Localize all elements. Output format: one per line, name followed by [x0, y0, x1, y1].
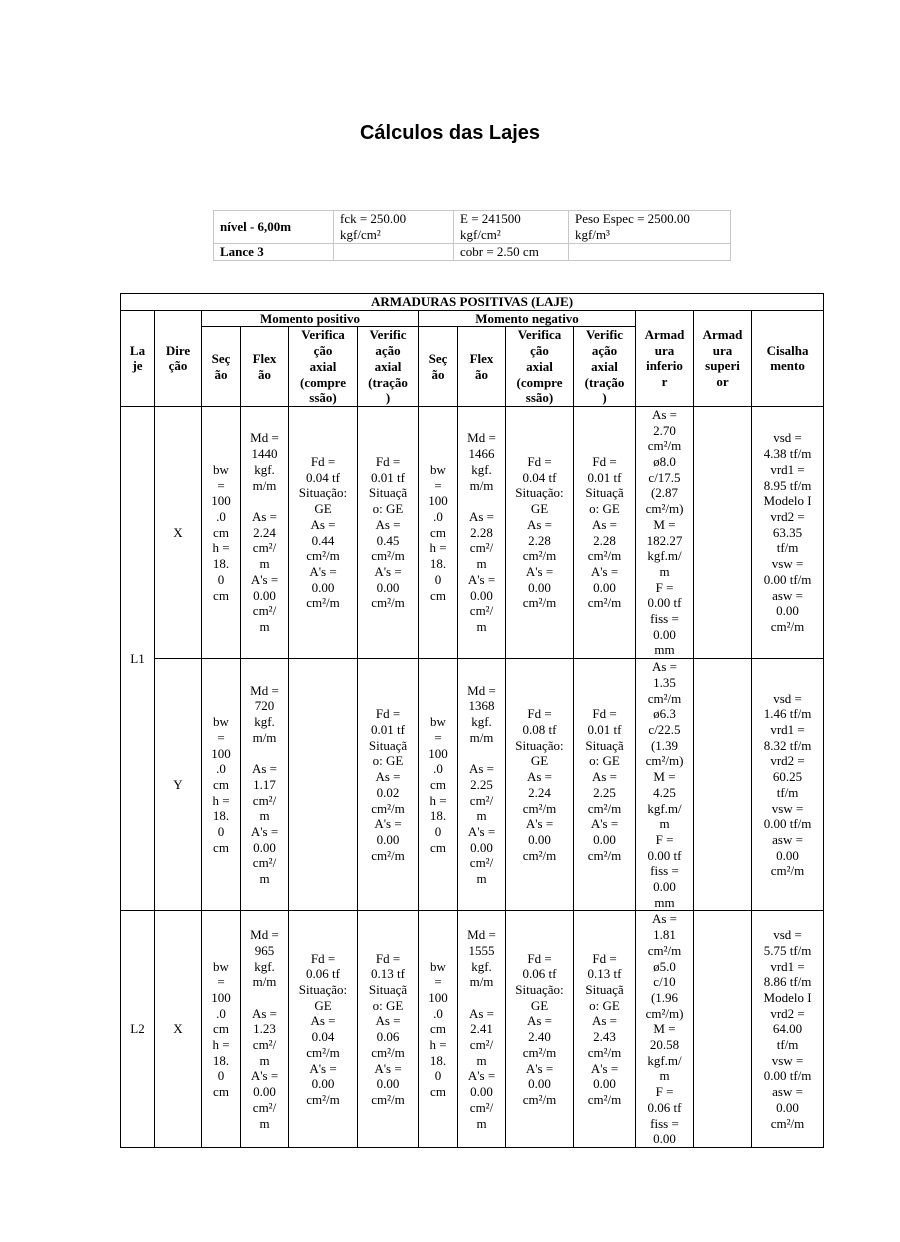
header-negative-moment: Momento negativo	[419, 310, 636, 327]
section-positive: bw = 100 .0 cm h = 18. 0 cm	[202, 911, 241, 1148]
lance-label: Lance 3	[214, 244, 334, 261]
specific-weight-value: Peso Espec = 2500.00 kgf/m³	[569, 211, 731, 244]
slab-id: L2	[121, 911, 155, 1148]
header-section-negative: Seç ão	[419, 327, 458, 407]
axial-compression-negative: Fd = 0.04 tf Situação: GE As = 2.28 cm²/m A's = 0.00 cm²/m	[506, 406, 574, 658]
parameters-table	[213, 210, 731, 261]
flexure-negative: Md = 1555 kgf. m/m As = 2.41 cm²/ m A's = 0.00 cm²/ m	[458, 911, 506, 1148]
flexure-positive: Md = 965 kgf. m/m As = 1.23 cm²/ m A's = 0.00 cm²/ m	[241, 911, 289, 1148]
table-row	[121, 911, 824, 1148]
direction: Y	[155, 659, 202, 911]
header-positive-moment: Momento positivo	[202, 310, 419, 327]
axial-tension-negative: Fd = 0.01 tf Situaçã o: GE As = 2.25 cm²/m A's = 0.00 cm²/m	[574, 659, 636, 911]
empty-cell	[334, 244, 454, 261]
table-title: ARMADURAS POSITIVAS (LAJE)	[121, 294, 824, 311]
axial-compression-positive: Fd = 0.04 tf Situação: GE As = 0.44 cm²/m A's = 0.00 cm²/m	[289, 406, 358, 658]
header-flexure-negative: Flex ão	[458, 327, 506, 407]
empty-cell	[569, 244, 731, 261]
shear: vsd = 4.38 tf/m vrd1 = 8.95 tf/m Modelo I vrd2 = 63.35 tf/m vsw = 0.00 tf/m asw = 0.00 cm²/m	[752, 406, 824, 658]
section-negative: bw = 100 .0 cm h = 18. 0 cm	[419, 911, 458, 1148]
header-laje: La je	[121, 310, 155, 406]
header-bottom-reinforcement: Armad ura inferio r	[636, 310, 694, 406]
top-reinforcement	[694, 406, 752, 658]
section-positive: bw = 100 .0 cm h = 18. 0 cm	[202, 406, 241, 658]
section-negative: bw = 100 .0 cm h = 18. 0 cm	[419, 406, 458, 658]
header-axial-tension-negative: Verific ação axial (tração )	[574, 327, 636, 407]
group-header-row	[121, 310, 824, 327]
direction: X	[155, 911, 202, 1148]
shear: vsd = 5.75 tf/m vrd1 = 8.86 tf/m Modelo I vrd2 = 64.00 tf/m vsw = 0.00 tf/m asw = 0.00 cm²/m	[752, 911, 824, 1148]
flexure-positive: Md = 720 kgf. m/m As = 1.17 cm²/ m A's = 0.00 cm²/ m	[241, 659, 289, 911]
header-shear: Cisalha mento	[752, 310, 824, 406]
page-title: Cálculos das Lajes	[359, 122, 541, 144]
bottom-reinforcement: As = 1.35 cm²/m ø6.3 c/22.5 (1.39 cm²/m) M = 4.25 kgf.m/ m F = 0.00 tf fiss = 0.00 mm	[636, 659, 694, 911]
axial-tension-negative: Fd = 0.13 tf Situaçã o: GE As = 2.43 cm²/m A's = 0.00 cm²/m	[574, 911, 636, 1148]
axial-compression-negative: Fd = 0.08 tf Situação: GE As = 2.24 cm²/m A's = 0.00 cm²/m	[506, 659, 574, 911]
shear: vsd = 1.46 tf/m vrd1 = 8.32 tf/m vrd2 = 60.25 tf/m vsw = 0.00 tf/m asw = 0.00 cm²/m	[752, 659, 824, 911]
axial-tension-negative: Fd = 0.01 tf Situaçã o: GE As = 2.28 cm²/m A's = 0.00 cm²/m	[574, 406, 636, 658]
axial-compression-positive	[289, 659, 358, 911]
parameters-row	[214, 211, 731, 244]
positive-reinforcement-table	[120, 293, 824, 1148]
table-row	[121, 659, 824, 911]
axial-tension-positive: Fd = 0.01 tf Situaçã o: GE As = 0.45 cm²/m A's = 0.00 cm²/m	[358, 406, 419, 658]
axial-tension-positive: Fd = 0.13 tf Situaçã o: GE As = 0.06 cm²/m A's = 0.00 cm²/m	[358, 911, 419, 1148]
table-row	[121, 406, 824, 658]
parameters-row	[214, 244, 731, 261]
fck-value: fck = 250.00 kgf/cm²	[334, 211, 454, 244]
header-section-positive: Seç ão	[202, 327, 241, 407]
header-direction: Dire ção	[155, 310, 202, 406]
bottom-reinforcement: As = 2.70 cm²/m ø8.0 c/17.5 (2.87 cm²/m) M = 182.27 kgf.m/ m F = 0.00 tf fiss = 0.00 mm	[636, 406, 694, 658]
header-flexure-positive: Flex ão	[241, 327, 289, 407]
axial-compression-positive: Fd = 0.06 tf Situação: GE As = 0.04 cm²/m A's = 0.00 cm²/m	[289, 911, 358, 1148]
cover-value: cobr = 2.50 cm	[454, 244, 569, 261]
elastic-modulus-value: E = 241500 kgf/cm²	[454, 211, 569, 244]
bottom-reinforcement: As = 1.81 cm²/m ø5.0 c/10 (1.96 cm²/m) M = 20.58 kgf.m/ m F = 0.06 tf fiss = 0.00	[636, 911, 694, 1148]
top-reinforcement	[694, 659, 752, 911]
section-positive: bw = 100 .0 cm h = 18. 0 cm	[202, 659, 241, 911]
flexure-negative: Md = 1368 kgf. m/m As = 2.25 cm²/ m A's = 0.00 cm²/ m	[458, 659, 506, 911]
section-negative: bw = 100 .0 cm h = 18. 0 cm	[419, 659, 458, 911]
slab-id: L1	[121, 406, 155, 911]
level-label: nível - 6,00m	[214, 211, 334, 244]
header-axial-compression-positive: Verifica ção axial (compre ssão)	[289, 327, 358, 407]
table-title-row	[121, 294, 824, 311]
flexure-negative: Md = 1466 kgf. m/m As = 2.28 cm²/ m A's = 0.00 cm²/ m	[458, 406, 506, 658]
header-axial-tension-positive: Verific ação axial (tração )	[358, 327, 419, 407]
direction: X	[155, 406, 202, 658]
axial-compression-negative: Fd = 0.06 tf Situação: GE As = 2.40 cm²/m A's = 0.00 cm²/m	[506, 911, 574, 1148]
axial-tension-positive: Fd = 0.01 tf Situaçã o: GE As = 0.02 cm²/m A's = 0.00 cm²/m	[358, 659, 419, 911]
top-reinforcement	[694, 911, 752, 1148]
header-axial-compression-negative: Verifica ção axial (compre ssão)	[506, 327, 574, 407]
header-top-reinforcement: Armad ura superi or	[694, 310, 752, 406]
flexure-positive: Md = 1440 kgf. m/m As = 2.24 cm²/ m A's = 0.00 cm²/ m	[241, 406, 289, 658]
